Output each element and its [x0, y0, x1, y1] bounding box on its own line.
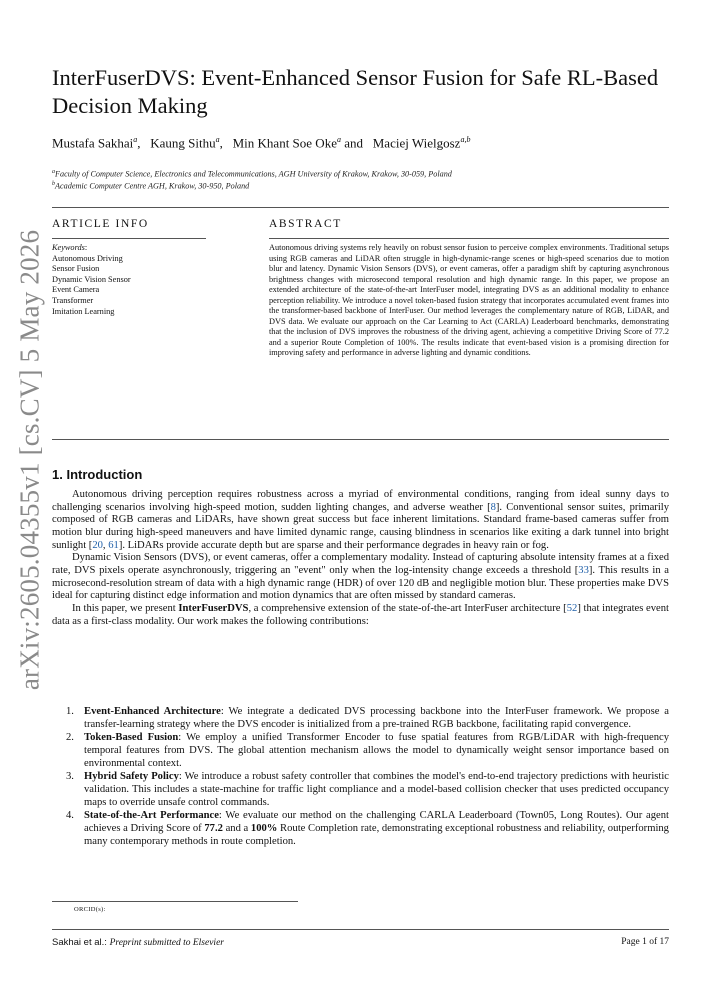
author-affiliation-mark: a — [336, 135, 341, 144]
footer-left — [52, 937, 224, 948]
author-affiliation-mark: a — [215, 135, 220, 144]
text-run: In this paper, we present — [72, 602, 179, 614]
contribution-text: : We integrate a dedicated DVS processing backbone into the InterFuser framework. We propose a transfer-learning strategy where the DVS encoder is initialized from a pre-trained RGB backbone, facilitating rapid convergence. — [84, 706, 669, 730]
affiliation-text: Faculty of Computer Science, Electronics and Telecommunications, AGH University of Krakow, Krakow, 30-059, Poland — [55, 169, 452, 179]
keyword: Event Camera — [52, 285, 100, 295]
list-item — [66, 706, 669, 731]
score-value: 77.2 — [204, 822, 223, 834]
keywords-block: Keywords: Autonomous Driving Sensor Fusion Dynamic Vision Sensor Event Camera Transformer Imitation Learning — [52, 243, 131, 316]
list-number: 2. — [66, 732, 74, 744]
list-number: 4. — [66, 810, 74, 822]
paragraph — [52, 552, 669, 603]
section-number: 1. — [52, 467, 63, 482]
paragraph — [52, 603, 669, 628]
citation-link[interactable]: 8 — [490, 501, 496, 513]
contribution-title: State-of-the-Art Performance — [84, 810, 219, 822]
citation-link[interactable]: 61 — [108, 539, 119, 551]
abstract-rule — [269, 238, 669, 239]
article-info-rule — [52, 238, 206, 239]
contribution-text: Route Completion rate, demonstrating exceptional robustness and reliability, outperforming many contemporary methods in route completion. — [84, 822, 669, 847]
orcid-footnote: ORCID(s): — [74, 906, 106, 913]
affiliation-a — [52, 169, 452, 179]
list-item — [66, 732, 669, 770]
article-info-heading: ARTICLE INFO — [52, 218, 149, 230]
list-item — [66, 771, 669, 809]
text-run: ]. Conventional sensor suites, primarily composed of RGB cameras and LiDARs, have shown great success but face inherent limitations. Standard frame-based cameras suffer from motion blur during high-speed maneuvers and have limited dynamic range, causing blindness in scenarios like exiting a dark tunnel into bright sunlight [ — [52, 501, 670, 551]
author-name: Maciej Wielgosz — [372, 135, 461, 151]
text-run: Dynamic Vision Sensors (DVS), or event cameras, offer a complementary modality. Instead of capturing absolute intensity frames at a fixed rate, DVS pixels operate asynchronously, triggering an "event" only when the log-intensity change exceeds a threshold [ — [52, 552, 669, 576]
footnote-rule — [52, 901, 298, 902]
method-name: InterFuserDVS — [178, 602, 249, 614]
contribution-title: Hybrid Safety Policy — [84, 771, 179, 783]
contribution-title: Token-Based Fusion — [84, 732, 179, 744]
affiliation-mark: a — [52, 169, 55, 175]
list-number: 1. — [66, 706, 74, 717]
citation-link[interactable]: 52 — [566, 602, 578, 614]
author-name: Min Khant Soe Oke — [232, 135, 337, 151]
section-heading — [52, 467, 142, 482]
text-run: ]. This results in a microsecond-resolution stream of data with a high dynamic range (HDR) of over 120 dB and negligible motion blur. These properties make DVS ideal for capturing distinct edge information and motion dynamics that are often missed by standard cameras. — [52, 564, 669, 602]
arxiv-stamp-text: arXiv:2605.04355v1 [cs.CV] 5 May 2026 — [14, 229, 45, 691]
citation-link[interactable]: 33 — [578, 564, 589, 576]
keyword: Dynamic Vision Sensor — [52, 274, 131, 284]
keyword: Imitation Learning — [52, 306, 115, 316]
contribution-text: : We introduce a robust safety controller that combines the model's end-to-end trajectory predictions with heuristic validation. This includes a state-machine for traffic light compliance and a model-based collision checker that uses predicted occupancy maps to override unsafe control commands. — [84, 771, 669, 808]
author-name: Kaung Sithu — [150, 135, 216, 151]
header-divider — [52, 207, 669, 208]
paragraph — [52, 489, 669, 552]
affiliation-text: Academic Computer Centre AGH, Krakow, 30-950, Poland — [55, 181, 250, 191]
abstract-divider — [52, 439, 669, 440]
keyword: Transformer — [52, 295, 94, 305]
arxiv-stamp — [2, 229, 58, 691]
keyword: Sensor Fusion — [52, 264, 100, 274]
paper-title: InterFuserDVS: Event-Enhanced Sensor Fusion for Safe RL-Based Decision Making — [52, 65, 659, 118]
author-separator: , — [137, 135, 151, 151]
author-list — [52, 135, 470, 151]
list-item — [66, 810, 669, 848]
footer-rule — [52, 929, 669, 930]
footer-author: Sakhai et al.: — [52, 937, 110, 948]
page-number: Page 1 of 17 — [621, 937, 669, 947]
text-run: , — [102, 539, 109, 551]
list-number: 3. — [66, 771, 74, 783]
text-run: ] that integrates event data as a first-class modality. Our work makes the following contributions: — [52, 602, 669, 627]
contribution-title: Event-Enhanced Architecture — [84, 706, 221, 717]
abstract-heading: ABSTRACT — [269, 218, 342, 230]
affiliation-b — [52, 181, 249, 191]
text-run: ]. LiDARs provide accurate depth but are sparse and their performance degrades in heavy rain or fog. — [118, 539, 549, 551]
text-run: , a comprehensive extension of the state-of-the-art InterFuser architecture [ — [248, 602, 567, 614]
abstract-text: Autonomous driving systems rely heavily on robust sensor fusion to perceive complex environments. Traditional setups using RGB cameras and LiDAR often struggle in high-dynamic-range scenes or high-speed scenarios due to motion blur and latency. Dynamic Vision Sensors (DVS), or event cameras, offer a paradigm shift by capturing asynchronous brightness changes with microsecond temporal resolution and high dynamic range. In this paper, we propose an extended architecture of the state-of-the-art InterFuser model, integrating DVS as an additional modality to enhance perception reliability. We introduce a novel token-based fusion strategy that incorporates accumulated event frames into the transformer-based backbone of InterFuser. Our method leverages the complementary nature of RGB, LiDAR, and DVS data. We evaluate our approach on the Car Learning to Act (CARLA) Leaderboard benchmarks, demonstrating that the inclusion of DVS improves the robustness of the driving agent, achieving a competitive Driving Score of 77.2 and a superior Route Completion of 100%. The results indicate that event-based vision is a promising direction for improving safety and performance in adverse lighting and dynamic conditions. — [269, 243, 669, 358]
keywords-label: Keywords — [52, 243, 85, 252]
section-title: Introduction — [66, 467, 143, 482]
contributions-list — [66, 706, 669, 849]
author-affiliation-mark: a,b — [460, 135, 471, 144]
intro-body — [52, 489, 669, 628]
completion-value: 100% — [250, 822, 278, 834]
author-name: Mustafa Sakhai — [52, 135, 134, 151]
contribution-text: : We evaluate our method on the challenging CARLA Leaderboard (Town05, Long Routes). Our agent achieves a Driving Score of — [84, 810, 669, 834]
footer-venue: Preprint submitted to Elsevier — [109, 938, 224, 948]
text-run: Autonomous driving perception requires robustness across a myriad of environmental conditions, ranging from ideal sunny days to challenging scenarios involving high-speed motion, sudden lighting changes, and adverse weather [ — [52, 489, 669, 513]
contribution-text: : We employ a unified Transformer Encoder to fuse spatial features from RGB/LiDAR with high-frequency temporal features from DVS. The global attention mechanism allows the model to dynamically weight sensor importance based on environmental context. — [84, 732, 669, 769]
affiliation-mark: b — [52, 181, 55, 187]
citation-link[interactable]: 20 — [92, 539, 103, 551]
keyword: Autonomous Driving — [52, 253, 123, 263]
author-separator: , — [219, 135, 233, 151]
author-affiliation-mark: a — [133, 135, 138, 144]
author-separator: and — [340, 135, 373, 151]
contribution-text: and a — [222, 822, 251, 834]
